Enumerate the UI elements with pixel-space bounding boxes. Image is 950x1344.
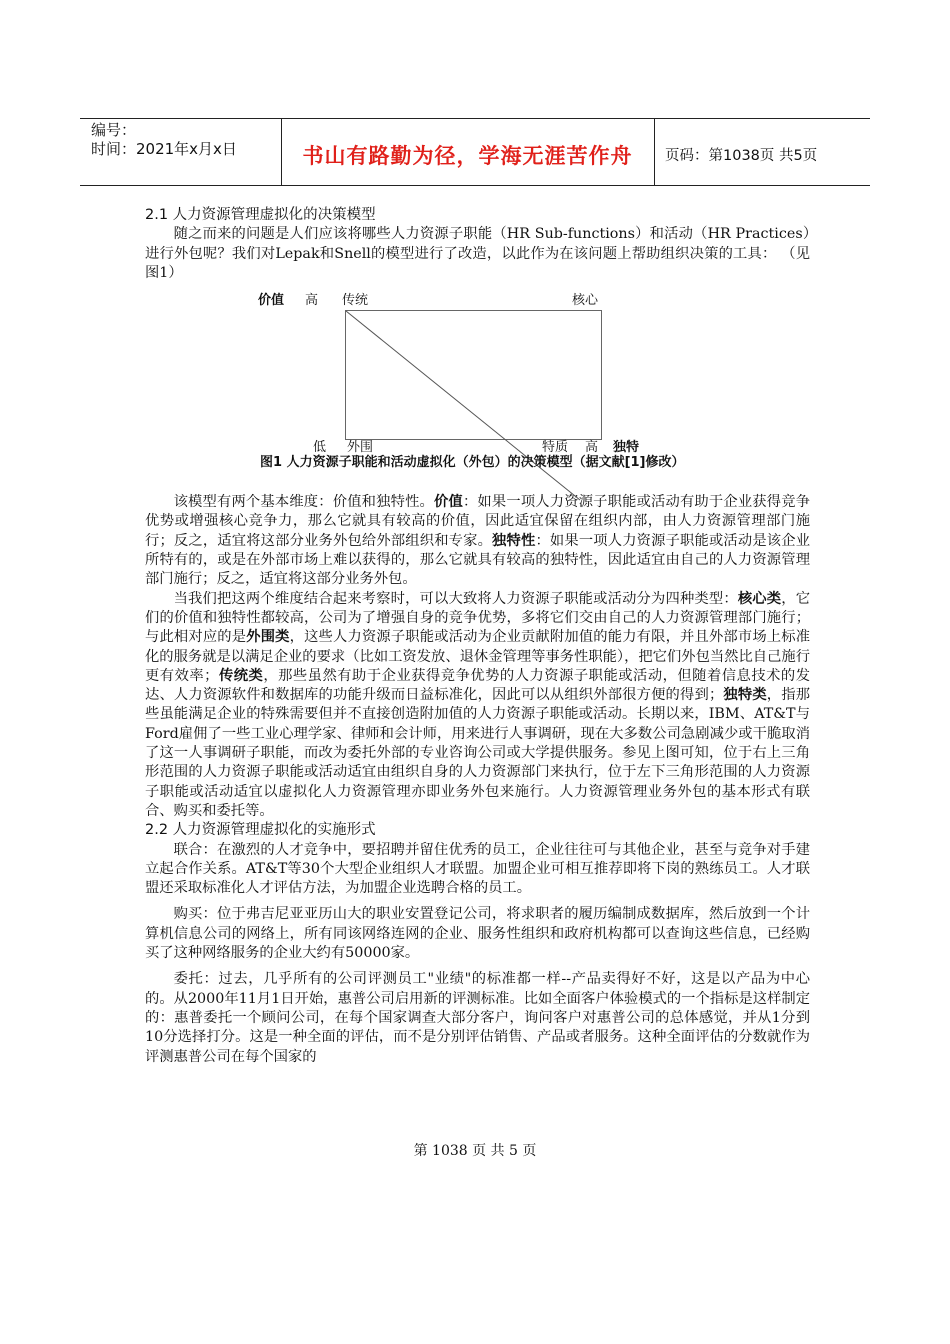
term-value: 价值 xyxy=(434,494,463,511)
term-peripheral: 外围类 xyxy=(246,629,290,646)
paragraph: 购买：位于弗吉尼亚亚历山大的职业安置登记公司，将求职者的履历编制成数据库，然后放到一个计算机信息公司的网络上，所有同该网络连网的企业、服务性组织和政府机构都可以查询这些信息，已经购买了这种网络服务的企业大约有50000家。 xyxy=(145,906,810,962)
term-uniqueness: 独特性 xyxy=(492,532,536,549)
paragraph: 联合：在激烈的人才竞争中，要招聘并留住优秀的员工，企业往往可与其他企业，甚至与竞争对手建立起合作关系。AT&T等30个大型企业组织人才联盟。加盟企业可相互推荐即将下岗的熟练员工。人才联盟还采取标准化人才评估方法，为加盟企业选聘合格的员工。 xyxy=(145,841,810,897)
quadrant-idiosyncratic-label: 特质 xyxy=(542,440,569,456)
figure-caption: 图1 人力资源子职能和活动虚拟化（外包）的决策模型（据文献[1]修改） xyxy=(260,455,685,471)
header-motto: 书山有路勤为径，学海无涯苦作舟 xyxy=(302,144,633,168)
header-divider xyxy=(654,118,655,185)
header-top-rule xyxy=(80,118,870,119)
term-idiosyncratic: 独特类 xyxy=(723,687,767,704)
x-high-label: 高 xyxy=(585,440,599,456)
term-core: 核心类 xyxy=(737,590,782,607)
y-low-label: 低 xyxy=(313,440,327,456)
x-axis-label: 独特 xyxy=(613,440,640,456)
paragraph: 该模型有两个基本维度：价值和独特性。价值：如果一项人力资源子职能或活动有助于企业获得竞争优势或增强核心竞争力，那么它就具有较高的价值，因此适宜保留在组织内部，由人力资源管理部门施行；反之，适宜将这部分业务外包给外部组织和专家。独特性：如果一项人力资源子职能或活动是该企业所特有的，或是在外部市场上难以获得的，那么它就具有较高的独特性，因此适宜由自己的人力资源管理部门施行；反之，适宜将这部分业务外包。 xyxy=(145,494,811,588)
quadrant-core-label: 核心 xyxy=(572,293,599,309)
header-bottom-rule xyxy=(80,185,870,186)
y-axis-label: 价值 xyxy=(258,293,285,309)
document-body xyxy=(145,206,810,1067)
doc-time-label: 时间：2021年x月x日 xyxy=(91,140,237,158)
header-meta xyxy=(91,121,237,159)
term-traditional: 传统类 xyxy=(218,667,264,684)
quadrant-peripheral-label: 外围 xyxy=(347,440,374,456)
decision-model-figure xyxy=(145,293,810,493)
paragraph: 当我们把这两个维度结合起来考察时，可以大致将人力资源子职能或活动分为四种类型：核心类，它们的价值和独特性都较高，公司为了增强自身的竞争优势，多将它们交由自己的人力资源管理部门施行；与此相对应的是外围类，这些人力资源子职能或活动为企业贡献附加值的能力有限，并且外部市场上标准化的服务就是以满足企业的要求（比如工资发放、退休金管理等事务性职能），把它们外包当然比自己施行更有效率；传统类，那些虽然有助于企业获得竞争优势的人力资源子职能或活动，但随着信息技术的发达、人力资源软件和数据库的功能升级而日益标准化，因此可以从组织外部很方便的得到；独特类，指那些虽能满足企业的特殊需要但并不直接创造附加值的人力资源子职能或活动。长期以来，IBM、AT&T与Ford雇佣了一些工业心理学家、律师和会计师，用来进行人事调研，现在大多数公司急剧减少或干脆取消了这一人事调研子职能，而改为委托外部的专业咨询公司或大学提供服务。参见上图可知，位于右上三角形范围的人力资源子职能或活动适宜由组织自身的人力资源部门来执行，位于左下三角形范围的人力资源子职能或活动适宜以虚拟化人力资源管理亦即业务外包来施行。人力资源管理业务外包的基本形式有联合、购买和委托等。 xyxy=(145,590,811,819)
paragraph: 随之而来的问题是人们应该将哪些人力资源子职能（HR Sub-functions）和活动（HR Practices）进行外包呢？我们对Lepak和Snell的模型进行了改造，以此作为在该问题上帮助组织决策的工具： （见图1） xyxy=(145,226,810,281)
paragraph: 委托：过去，几乎所有的公司评测员工"业绩"的标准都一样--产品卖得好不好，这是以产品为中心的。从2000年11月1日开始，惠普公司启用新的评测标准。比如全面客户体验模式的一个指标是这样制定的：惠普委托一个顾问公司，在每个国家调查大部分客户，询问客户对惠普公司的总体感觉，并从1分到10分选择打分。这是一种全面的评估，而不是分别评估销售、产品或者服务。这种全面评估的分数就作为评测惠普公司在每个国家的 xyxy=(145,971,810,1065)
header-page-code: 页码：第1038页 共5页 xyxy=(665,148,818,164)
doc-number-label: 编号： xyxy=(91,121,137,139)
y-high-label: 高 xyxy=(305,293,319,309)
quadrant-traditional-label: 传统 xyxy=(342,293,369,309)
section-title: 2.1 人力资源管理虚拟化的决策模型 xyxy=(145,207,376,223)
section-title: 2.2 人力资源管理虚拟化的实施形式 xyxy=(145,822,376,839)
page-footer: 第 1038 页 共 5 页 xyxy=(413,1143,537,1159)
